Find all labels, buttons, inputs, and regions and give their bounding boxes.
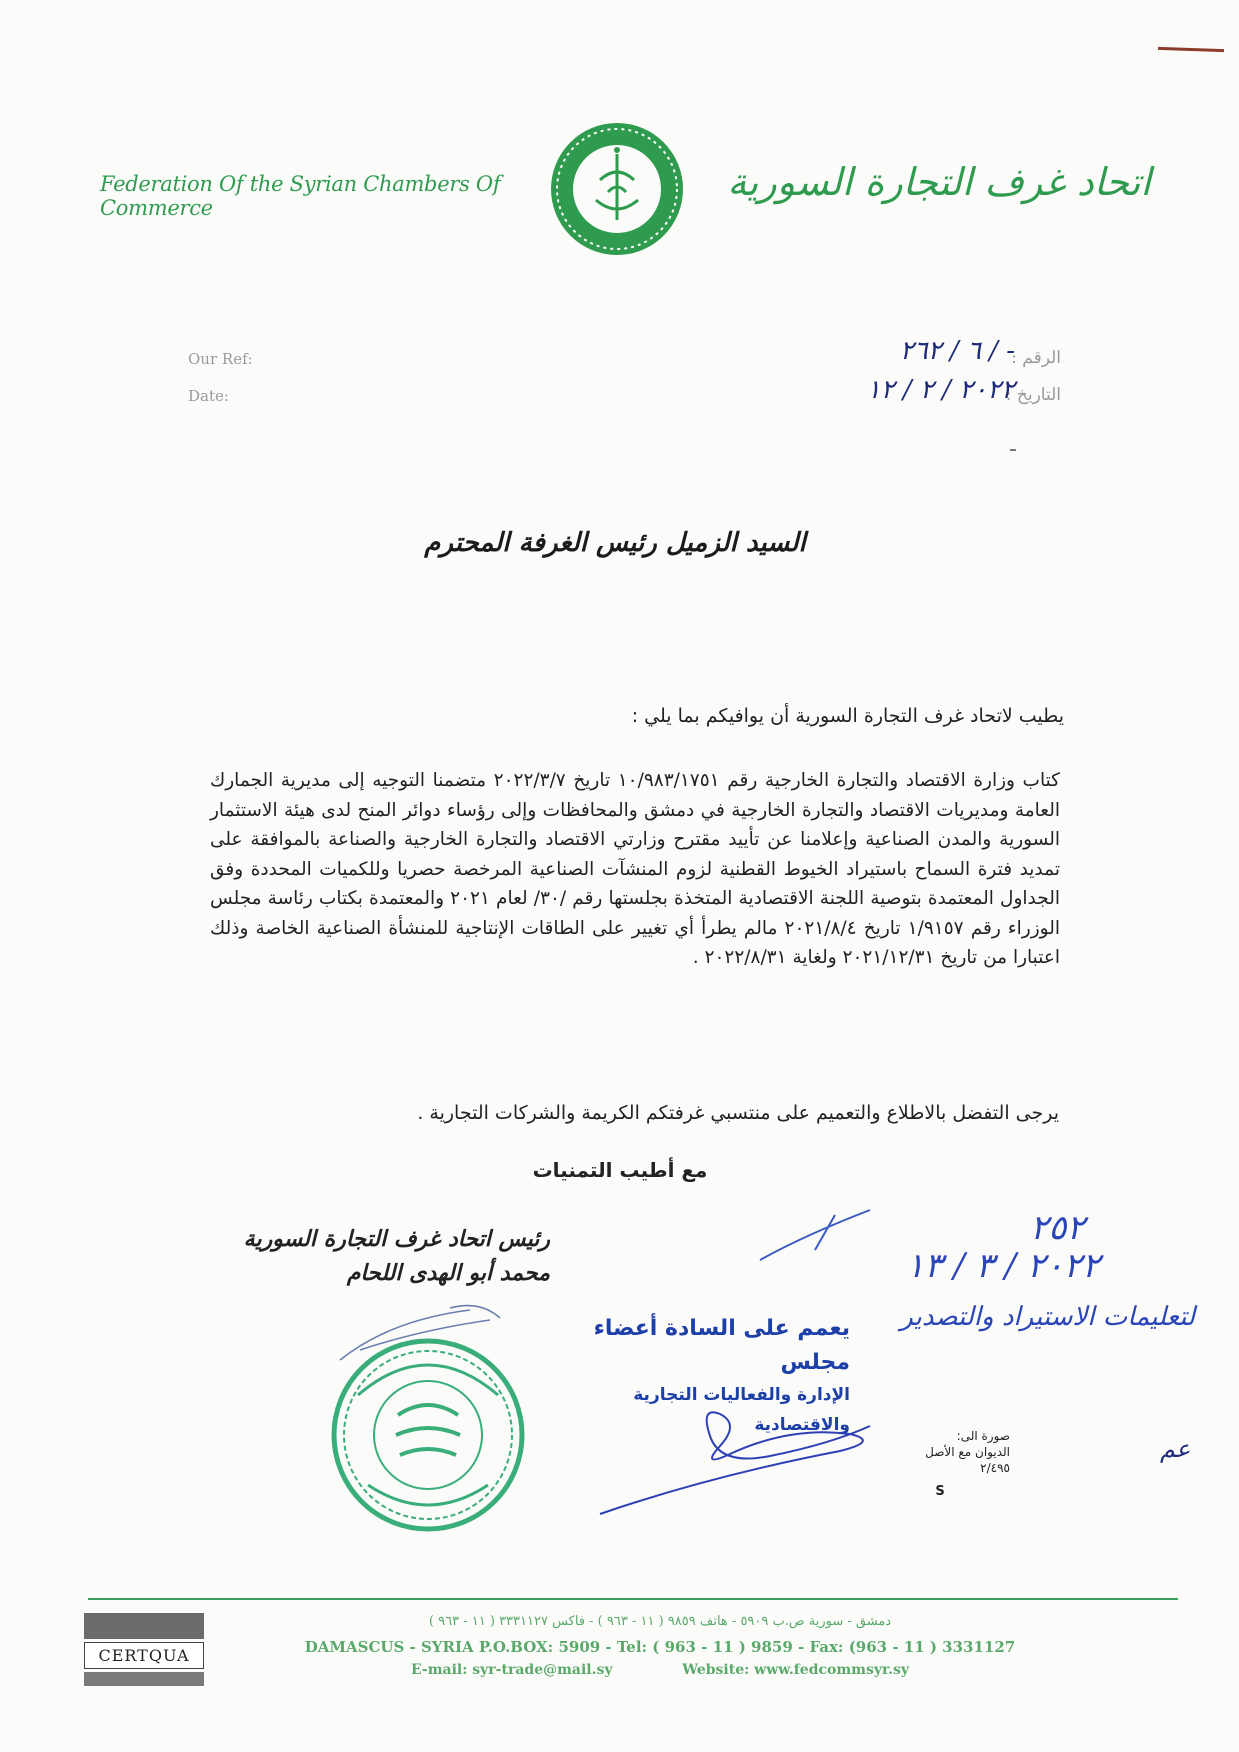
footer-address-arabic: دمشق - سورية ص.ب ٥٩٠٩ - هاتف ٩٨٥٩ ( ١١ - ٩٦٣ ) - فاكس ٣٣٣١١٢٧ ( ١١ - ٩٦٣ ) xyxy=(428,1614,892,1629)
small-dot xyxy=(1010,449,1016,451)
ref-label-arabic: الرقم : xyxy=(1011,348,1061,368)
pen-stroke-mark xyxy=(1158,47,1224,52)
certqua-banner xyxy=(84,1613,204,1639)
footer-email: E-mail: syr-trade@mail.sy xyxy=(410,1662,613,1678)
circulation-note-line2: الإدارة والفعاليات التجارية والاقتصادية xyxy=(633,1385,850,1435)
date-label-arabic: التاريخ : xyxy=(1005,385,1061,405)
copies-title: صورة الى: xyxy=(956,1429,1010,1443)
copies-code: ٢/٤٩٥ xyxy=(980,1461,1010,1475)
handwritten-tick-mark xyxy=(755,1200,875,1270)
footer-contact xyxy=(240,1662,1080,1678)
copies-block xyxy=(870,1428,1010,1500)
circulation-note-line1: يعمم على السادة أعضاء مجلس xyxy=(593,1316,850,1375)
certqua-footer-band xyxy=(84,1672,204,1686)
incoming-date: ٢٠٢٢ / ٣ / ١٣ xyxy=(906,1246,1100,1286)
signatory-block xyxy=(165,1222,550,1290)
signatory-title: رئيس اتحاد غرف التجارة السورية xyxy=(243,1226,550,1252)
copies-line: الديوان مع الأصل xyxy=(925,1445,1010,1459)
arabic-letterhead-title: اتحاد غرف التجارة السورية xyxy=(727,160,1151,204)
certqua-logo xyxy=(84,1613,204,1686)
reference-number: - / ٦ / ٢٦٢ xyxy=(899,336,1015,366)
official-stamp xyxy=(328,1335,528,1535)
incoming-number: ٢٥٢ xyxy=(1030,1208,1085,1248)
letter-request: يرجى التفضل بالاطلاع والتعميم على منتسبي غرفتكم الكريمة والشركات التجارية . xyxy=(417,1102,1059,1124)
letter-intro: يطيب لاتحاد غرف التجارة السورية أن يوافيكم بما يلي : xyxy=(631,705,1064,727)
reference-date: ٢٠٢٢ / ٢ / ١٢ xyxy=(866,375,1015,405)
letter-closing: مع أطيب التمنيات xyxy=(532,1158,708,1182)
signatory-name: محمد أبو الهدى اللحام xyxy=(346,1260,550,1286)
copies-s-mark: S xyxy=(935,1484,945,1499)
certqua-label: CERTQUA xyxy=(84,1642,204,1669)
footer-address-english: DAMASCUS - SYRIA P.O.BOX: 5909 - Tel: ( 963 - 11 ) 9859 - Fax: (963 - 11 ) 3331127 xyxy=(304,1638,1016,1656)
english-letterhead-title: Federation Of the Syrian Chambers Of Commerce xyxy=(100,172,501,220)
director-signature xyxy=(590,1396,890,1526)
letter-body: كتاب وزارة الاقتصاد والتجارة الخارجية رقم ١٠/٩٨٣/١٧٥١ تاريخ ٢٠٢٢/٣/٧ متضمنا التوجيه إلى مديرية الجمارك العامة ومديريات الاقتصاد والتجارة الخارجية في دمشق والمحافظات وإلى رؤساء دوائر المنح لدى هيئة الاستثمار السورية والمدن الصناعية وإعلامنا عن تأييد مقترح وزارتي الاقتصاد والتجارة الخارجية والصناعة بالموافقة على تمديد فترة السماح باستيراد الخيوط القطنية لزوم المنشآت الصناعية المرخصة حصريا وللكميات المحددة وفق الجداول المعتمدة بتوصية اللجنة الاقتصادية المتخذة بجلستها رقم /٣٠/ لعام ٢٠٢١ والمعتمدة بكتاب رئاسة مجلس الوزراء رقم ١/٩١٥٧ تاريخ ٢٠٢١/٨/٤ مالم يطرأ أي تغيير على الطاقات الإنتاجية للمنشأة الصناعية الخاصة وذلك اعتبارا من تاريخ ٢٠٢١/١٢/٣١ ولغاية ٢٠٢٢/٨/٣١ . xyxy=(210,770,1060,968)
footer-divider xyxy=(88,1598,1178,1600)
federation-logo xyxy=(548,120,686,258)
footer-website: Website: www.fedcommsyr.sy xyxy=(682,1662,909,1678)
margin-mark: عم xyxy=(1160,1435,1191,1463)
letter-salutation: السيد الزميل رئيس الغرفة المحترم xyxy=(424,528,806,558)
date-label: Date: xyxy=(188,387,229,405)
our-ref-label: Our Ref: xyxy=(188,350,253,368)
handwritten-instruction: لتعليمات الاستيراد والتصدير xyxy=(900,1302,1195,1332)
